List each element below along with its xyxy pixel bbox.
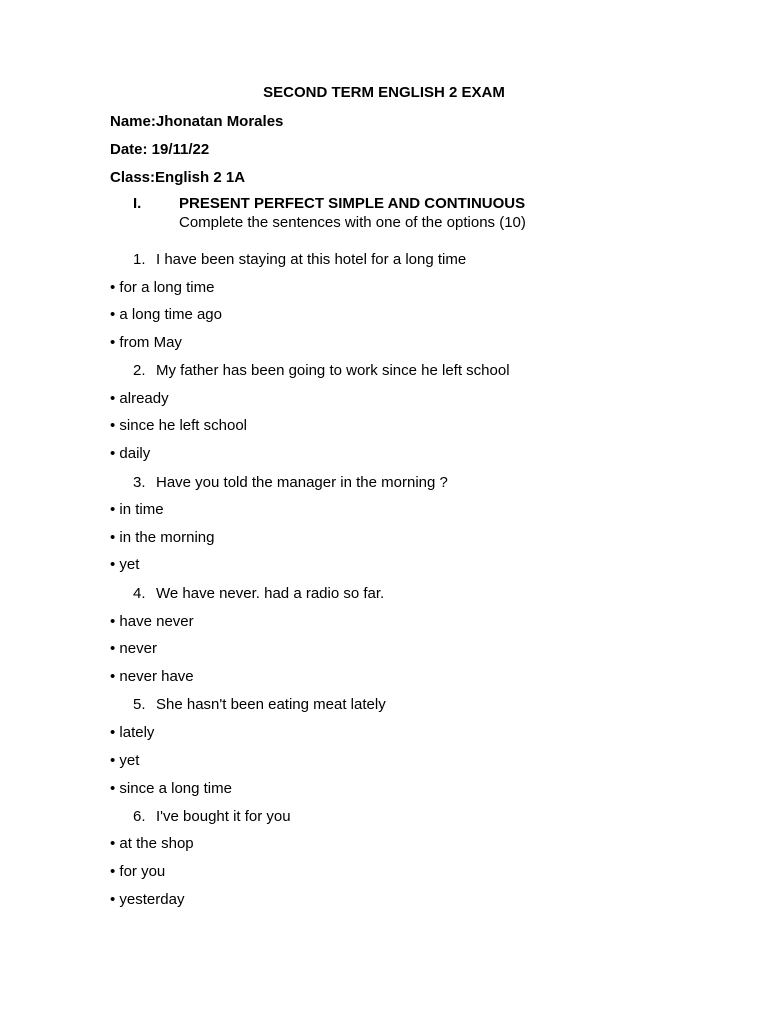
answer-option: • for a long time [110,279,215,296]
question-text: I've bought it for you [156,808,291,825]
question-item [133,474,448,491]
question-text: My father has been going to work since he left school [156,362,510,379]
question-item [133,585,384,602]
answer-option: • have never [110,613,194,630]
answer-option: • yet [110,556,140,573]
answer-option: • lately [110,724,155,741]
answer-option: • never have [110,668,194,685]
answer-option: • since a long time [110,780,232,797]
answer-option: • in time [110,501,164,518]
question-text: Have you told the manager in the morning ? [156,474,448,491]
answer-option: • yesterday [110,891,185,908]
student-name: Name:Jhonatan Morales [110,113,284,130]
section-number: I. [133,195,142,212]
question-number: 3. [133,474,146,491]
exam-title: SECOND TERM ENGLISH 2 EXAM [263,84,505,101]
question-item [133,251,466,268]
answer-option: • since he left school [110,417,247,434]
question-item [133,696,386,713]
answer-option: • for you [110,863,166,880]
question-number: 1. [133,251,146,268]
answer-option: • daily [110,445,151,462]
exam-date: Date: 19/11/22 [110,141,210,158]
answer-option: • never [110,640,157,657]
question-number: 4. [133,585,146,602]
answer-option: • already [110,390,169,407]
question-text: We have never. had a radio so far. [156,585,385,602]
section-title: PRESENT PERFECT SIMPLE AND CONTINUOUS [179,195,526,212]
question-text: She hasn't been eating meat lately [156,696,386,713]
question-item [133,808,291,825]
question-number: 5. [133,696,146,713]
question-number: 6. [133,808,146,825]
class-name: Class:English 2 1A [110,169,246,186]
section-instruction: Complete the sentences with one of the options (10) [179,214,526,231]
answer-option: • in the morning [110,529,215,546]
question-text: I have been staying at this hotel for a long time [156,251,467,268]
question-number: 2. [133,362,146,379]
answer-option: • at the shop [110,835,194,852]
answer-option: • from May [110,334,182,351]
question-item [133,362,510,379]
answer-option: • yet [110,752,140,769]
answer-option: • a long time ago [110,306,222,323]
